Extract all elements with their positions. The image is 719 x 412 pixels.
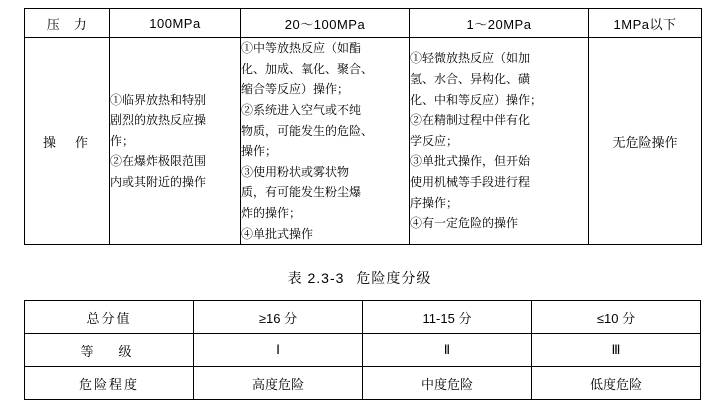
header-col-2: 20～100MPa: [241, 9, 410, 38]
table-body-row: [25, 38, 702, 245]
line: 缩合等反应）操作；: [241, 82, 350, 97]
line: 化、加成、氧化、聚合、: [241, 61, 374, 76]
total-score-grade-3: ≤10 分: [532, 301, 701, 334]
grade-1: Ⅰ: [194, 334, 363, 367]
line: ②在爆炸极限范围: [110, 154, 207, 169]
table-caption: [0, 268, 719, 288]
caption-number: 表 2.3-3: [287, 270, 345, 286]
risk-level-3: 低度危险: [532, 367, 701, 400]
table-row: [25, 334, 701, 367]
line: 作；: [110, 133, 135, 148]
line: 炸的操作；: [241, 206, 302, 220]
line: 化、中和等反应）操作；: [410, 92, 543, 107]
line: 物质，可能发生的危险、: [241, 123, 374, 138]
header-col-4: 1MPa以下: [589, 9, 702, 38]
line: ②系统进入空气或不纯: [241, 102, 362, 117]
operation-cell-20-100mpa: [241, 38, 410, 245]
row-label-grade: 等 级: [25, 334, 194, 367]
grade-2: Ⅱ: [363, 334, 532, 367]
total-score-grade-1: ≥16 分: [194, 301, 363, 334]
line: 序操作；: [410, 195, 459, 210]
line: 质，有可能发生粉尘爆: [241, 185, 362, 200]
operation-cell-1-20mpa: [410, 38, 589, 245]
line: 操作；: [241, 144, 278, 159]
header-row-label: 压 力: [25, 9, 110, 38]
header-col-3: 1～20MPa: [410, 9, 589, 38]
line: ①轻微放热反应（如加: [410, 51, 531, 66]
line: 使用机械等手段进行程: [410, 175, 531, 190]
risk-level-1: 高度危险: [194, 367, 363, 400]
line: ①临界放热和特别: [110, 92, 207, 107]
line: ②在精制过程中伴有化: [410, 113, 531, 128]
row-label-total-score: 总分值: [25, 301, 194, 334]
grade-3: Ⅲ: [532, 334, 701, 367]
line: 氢、水合、异构化、磺: [410, 71, 531, 86]
pressure-operation-table: [24, 8, 702, 245]
body-row-label: 操 作: [25, 38, 110, 245]
line: ④单批式操作: [241, 226, 314, 241]
table-row: [25, 367, 701, 400]
row-label-risk-level: 危险程度: [25, 367, 194, 400]
table-row: [25, 301, 701, 334]
header-col-1: 100MPa: [110, 9, 241, 38]
line: 剧烈的放热反应操: [110, 113, 207, 128]
risk-grade-table: [24, 300, 701, 400]
caption-title: 危险度分级: [356, 270, 432, 286]
operation-cell-below-1mpa: 无危险操作: [589, 38, 702, 245]
table-header-row: [25, 9, 702, 38]
operation-cell-100mpa: [110, 38, 241, 245]
total-score-grade-2: 11-15 分: [363, 301, 532, 334]
line: ③单批式操作，但开始: [410, 154, 531, 169]
line: ③使用粉状或雾状物: [241, 164, 350, 179]
risk-level-2: 中度危险: [363, 367, 532, 400]
line: 内或其附近的操作: [110, 175, 207, 190]
line: ①中等放热反应（如酯: [241, 41, 362, 55]
line: ④有一定危险的操作: [410, 216, 519, 231]
line: 学反应；: [410, 133, 459, 148]
